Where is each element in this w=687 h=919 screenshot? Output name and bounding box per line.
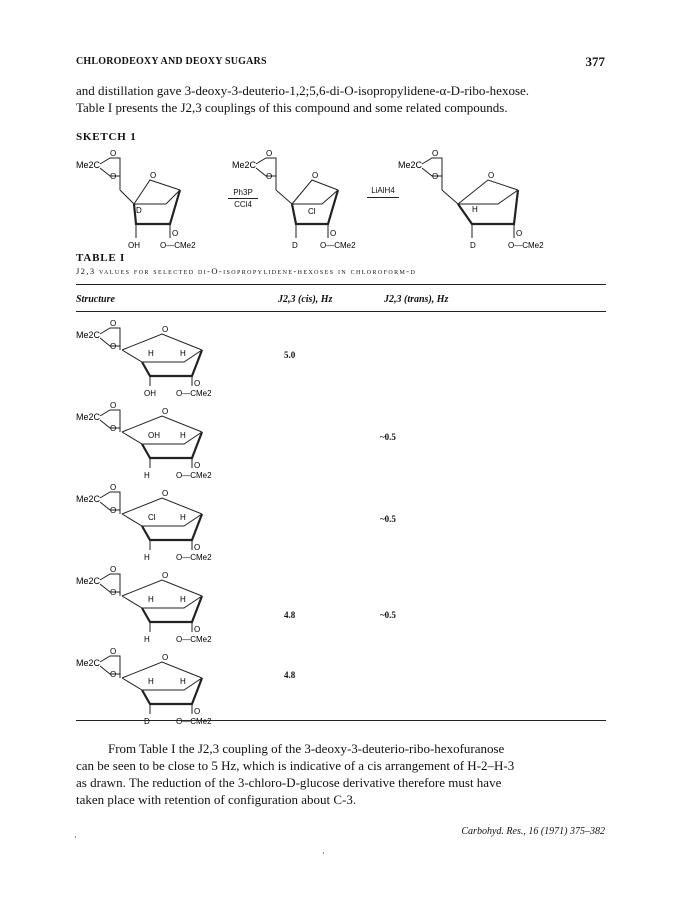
bottom-right-label: O—CMe2 [176, 389, 212, 396]
bottom-right-label: O—CMe2 [176, 553, 212, 560]
trans-value-2: ~0.5 [380, 432, 396, 442]
svg-text:O: O [194, 461, 201, 470]
svg-text:O: O [110, 424, 117, 433]
page-number: 377 [585, 54, 605, 69]
svg-text:O: O [162, 407, 169, 416]
reagent-ccl4: CCl4 [234, 200, 252, 209]
bottom-right-label: O—CMe2 [176, 635, 212, 642]
bottom-left-label: D [144, 717, 150, 724]
ketal-label: Me2C [76, 330, 101, 340]
svg-text:O: O [162, 325, 169, 334]
table-bottom-rule [76, 720, 606, 721]
c3-substituent: D [136, 206, 142, 215]
svg-text:O: O [110, 506, 117, 515]
stray-mark: · [74, 832, 77, 842]
svg-text:O: O [194, 707, 201, 716]
svg-text:O: O [432, 149, 439, 158]
svg-text:O: O [110, 172, 117, 181]
cis-value-4: 4.8 [284, 610, 296, 620]
svg-text:O: O [110, 588, 117, 597]
svg-text:O: O [150, 171, 157, 180]
c3-substituent: H [148, 677, 154, 686]
svg-text:O: O [110, 483, 117, 492]
trans-value-3: ~0.5 [380, 514, 396, 524]
intro-line-1: and distillation gave 3-deoxy-3-deuterio-1,2;5,6-di-O-isopropylidene-α-D-ribo-hexose. [76, 83, 530, 98]
col-trans-header: J2,3 (trans), Hz [384, 294, 449, 305]
table-structure-1 [76, 316, 236, 396]
bottom-right-label: O—CMe2 [508, 241, 544, 250]
page-header [76, 56, 605, 70]
svg-text:O: O [488, 171, 495, 180]
bottom-right-label: O—CMe2 [320, 241, 356, 250]
svg-text:O: O [110, 401, 117, 410]
c2-substituent: H [180, 595, 186, 604]
ketal-label: Me2C [76, 658, 101, 668]
ketal-label: Me2C [232, 160, 257, 170]
svg-text:O: O [194, 543, 201, 552]
bottom-right-label: O—CMe2 [176, 717, 212, 724]
svg-text:O: O [162, 489, 169, 498]
reagent-lialh4: LiAlH4 [371, 186, 395, 195]
conclusion-line-1: From Table I the J2,3 coupling of the 3-deoxy-3-deuterio-ribo-hexofuranose [108, 741, 505, 756]
svg-text:O: O [432, 172, 439, 181]
table-header-rule [76, 311, 606, 312]
c2-substituent: H [180, 677, 186, 686]
svg-text:O: O [110, 565, 117, 574]
svg-text:O: O [110, 647, 117, 656]
stray-mark-2: · [322, 848, 325, 858]
bottom-left-label: OH [128, 241, 140, 250]
bottom-right-label: O—CMe2 [176, 471, 212, 478]
svg-text:O: O [110, 342, 117, 351]
bottom-left-label: H [144, 635, 150, 642]
sketch-molecule-2 [232, 146, 402, 250]
journal-citation: Carbohyd. Res., 16 (1971) 375–382 [461, 826, 605, 837]
svg-text:O: O [172, 229, 179, 238]
cis-value-1: 5.0 [284, 350, 296, 360]
c3-substituent: H [148, 595, 154, 604]
svg-text:O: O [266, 149, 273, 158]
table-structure-5 [76, 644, 236, 724]
svg-text:O: O [162, 571, 169, 580]
reaction-arrow-2 [367, 186, 399, 198]
svg-text:O: O [330, 229, 337, 238]
c3-substituent: Cl [308, 207, 316, 216]
running-title: CHLORODEOXY AND DEOXY SUGARS [76, 56, 267, 67]
col-structure-header: Structure [76, 294, 115, 305]
svg-text:O: O [110, 670, 117, 679]
intro-line-2: Table I presents the J2,3 couplings of this compound and some related compounds. [76, 100, 508, 115]
col-cis-header: J2,3 (cis), Hz [278, 294, 333, 305]
table-label: TABLE I [76, 252, 126, 264]
reagent-ph3p: Ph3P [233, 188, 253, 197]
bottom-left-label: D [292, 241, 298, 250]
bottom-left-label: H [144, 471, 150, 478]
conclusion-line-2: can be seen to be close to 5 Hz, which is indicative of a cis arrangement of H-2–H-3 [76, 758, 515, 773]
svg-text:O: O [516, 229, 523, 238]
c3-substituent: OH [148, 431, 160, 440]
svg-text:O: O [110, 149, 117, 158]
conclusion-paragraph [76, 740, 606, 808]
sketch-molecule-3 [398, 146, 578, 250]
sketch-label: SKETCH 1 [76, 131, 137, 143]
c2-substituent: H [180, 349, 186, 358]
ketal-label: Me2C [76, 160, 101, 170]
bottom-left-label: OH [144, 389, 156, 396]
sketch-molecule-1 [76, 146, 236, 250]
cis-value-5: 4.8 [284, 670, 296, 680]
ketal-label: Me2C [398, 160, 423, 170]
conclusion-line-3: as drawn. The reduction of the 3-chloro-D-glucose derivative therefore must have [76, 775, 502, 790]
bottom-right-label: O—CMe2 [160, 241, 196, 250]
svg-text:O: O [312, 171, 319, 180]
conclusion-line-4: taken place with retention of configuration about C-3. [76, 792, 357, 807]
table-structure-3 [76, 480, 236, 560]
table-structure-2 [76, 398, 236, 478]
bottom-left-label: D [470, 241, 476, 250]
ketal-label: Me2C [76, 412, 101, 422]
c3-substituent: H [148, 349, 154, 358]
ketal-label: Me2C [76, 576, 101, 586]
svg-text:O: O [162, 653, 169, 662]
c3-substituent: H [472, 205, 478, 214]
ketal-label: Me2C [76, 494, 101, 504]
bottom-left-label: H [144, 553, 150, 560]
table-caption: J2,3 values for selected di-O-isopropylidene-hexoses in chloroform-d [76, 266, 417, 276]
svg-text:O: O [194, 625, 201, 634]
svg-text:O: O [110, 319, 117, 328]
c2-substituent: H [180, 431, 186, 440]
svg-text:O: O [194, 379, 201, 388]
trans-value-4: ~0.5 [380, 610, 396, 620]
c2-substituent: H [180, 513, 186, 522]
svg-text:O: O [266, 172, 273, 181]
table-top-rule [76, 284, 606, 285]
c3-substituent: Cl [148, 513, 156, 522]
intro-paragraph [76, 82, 606, 116]
table-structure-4 [76, 562, 236, 642]
